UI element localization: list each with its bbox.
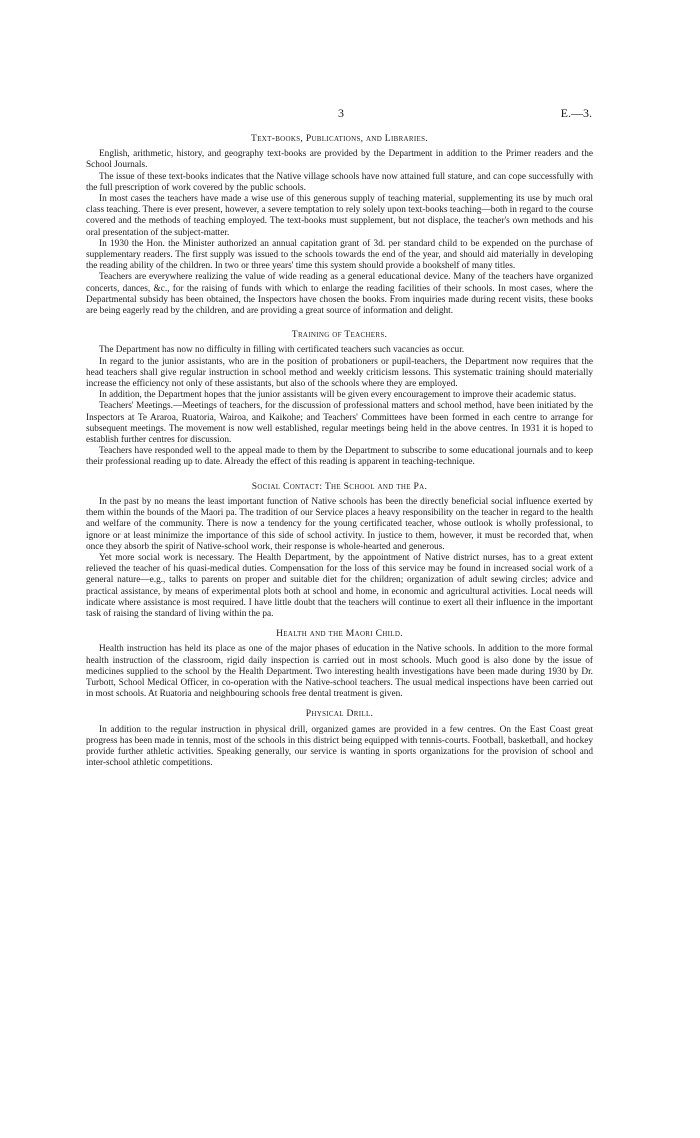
paragraph: Teachers have responded well to the appeal made to them by the Department to subscribe to some educational journals and to keep their professional reading up to date. Already the effect of this reading is apparent in teaching-technique. (86, 446, 593, 468)
paragraph: In most cases the teachers have made a wise use of this generous supply of teaching material, supplementing its use by much oral class teaching. There is ever present, however, a severe temptation to rely solely upon text-books teaching—both in regard to the course covered and the methods of teaching employed. The text-books must supplement, but not displace, the teacher's own methods and his oral presentation of the subject-matter. (86, 194, 593, 238)
paragraph: In addition to the regular instruction in physical drill, organized games are provided in a few centres. On the East Coast great progress has been made in tennis, most of the schools in this district being equipped with tennis-courts. Football, basketball, and hockey provide further athletic activities. Speaking generally, our service is wanting in sports organizations for the provision of school and inter-school athletic competitions. (86, 724, 593, 769)
paragraph: Yet more social work is necessary. The Health Department, by the appointment of Native district nurses, has to a great extent relieved the teacher of his quasi-medical duties. Compensation for the loss of this service may be found in increased social work of a general nature—e.g., talks to parents on proper and suitable diet for the children; organization of adult sewing circles; advice and practical assistance, by means of experimental plots both at school and home, in economic and agricultural activities. Local needs will indicate where assistance is most required. I have little doubt that the teachers will continue to exert all their influence in the important task of raising the standard of living within the pa. (86, 552, 593, 619)
paragraph: In the past by no means the least important function of Native schools has been the directly beneficial social influence exerted by them within the bounds of the Maori pa. The tradition of our Service places a heavy responsibility on the teacher in regard to the health and welfare of the community. There is now a tendency for the young certificated teacher, whose outlook is wholly professional, to ignore or at least minimize the importance of this side of school activity. In justice to them, however, it must be recorded that, when once they absorb the spirit of Native-school work, their response is whole-hearted and generous. (86, 496, 593, 552)
paragraph: In 1930 the Hon. the Minister authorized an annual capitation grant of 3d. per standard child to be expended on the purchase of supplementary readers. The first supply was issued to the schools towards the end of the year, and should aid materially in developing the reading ability of the children. In two or three years' time this system should provide a bookshelf of many titles. (86, 238, 593, 272)
page-header (0, 106, 700, 120)
paragraph: The issue of these text-books indicates that the Native village schools have now attained full stature, and can cope successfully with the full prescription of work covered by the public schools. (86, 171, 593, 193)
section-heading: Text-books, Publications, and Libraries. (251, 133, 428, 144)
paragraph: Teachers are everywhere realizing the value of wide reading as a general educational device. Many of the teachers have organized concerts, dances, &c., for the raising of funds with which to enlarge the reading facilities of their schools. In most cases, where the Departmental subsidy has been obtained, the Inspectors have chosen the books. From inquiries made during recent visits, these books are being eagerly read by the children, and are providing a great source of information and delight. (86, 272, 593, 317)
section-heading: Social Contact: The School and the Pa. (251, 480, 428, 492)
page-number: 3 (338, 106, 344, 120)
section-health (86, 628, 593, 700)
paragraph: Teachers' Meetings.—Meetings of teachers, for the discussion of professional matters and school method, have been initiated by the Inspectors at Te Araroa, Ruatoria, Wairoa, and Kaikohe; and Teachers' Committees have been formed in each centre to arrange for subsequent meetings. The movement is now well established, regular meetings being held in the above centres. In 1931 it is hoped to establish further centres for discussion. (86, 401, 593, 446)
section-heading: Health and the Maori Child. (276, 628, 403, 640)
section-social-contact (86, 481, 593, 620)
paragraph: In regard to the junior assistants, who are in the position of probationers or pupil-teachers, the Department now requires that the head teachers shall give regular instruction in school method and weekly criticism lessons. This systematic training should materially increase the efficiency not only of these assistants, but also of the schools where they are employed. (86, 356, 593, 390)
section-heading: Physical Drill. (305, 708, 374, 720)
section-textbooks (86, 133, 593, 317)
document-body (86, 133, 593, 769)
section-training (86, 329, 593, 468)
paragraph: In addition, the Department hopes that the junior assistants will be given every encouragement to improve their academic status. (99, 390, 577, 401)
section-heading: Training of Teachers. (291, 329, 388, 341)
section-physical-drill (86, 708, 593, 769)
paragraph: The Department has now no difficulty in filling with certificated teachers such vacancies as occur. (99, 345, 465, 356)
paragraph: English, arithmetic, history, and geography text-books are provided by the Department in addition to the Primer readers and the School Journals. (86, 149, 593, 171)
document-reference: E.—3. (560, 106, 592, 120)
paragraph: Health instruction has held its place as one of the major phases of education in the Native schools. In addition to the more formal health instruction of the classroom, rigid daily inspection is carried out in most schools. Much good is also done by the issue of medicines supplied to the school by the Health Department. Two interesting health investigations have been made during 1930 by Dr. Turbott, School Medical Officer, in co-operation with the Native-school teachers. The usual medical inspections have been carried out in most schools. At Ruatoria and neighbouring schools free dental treatment is given. (86, 644, 593, 700)
